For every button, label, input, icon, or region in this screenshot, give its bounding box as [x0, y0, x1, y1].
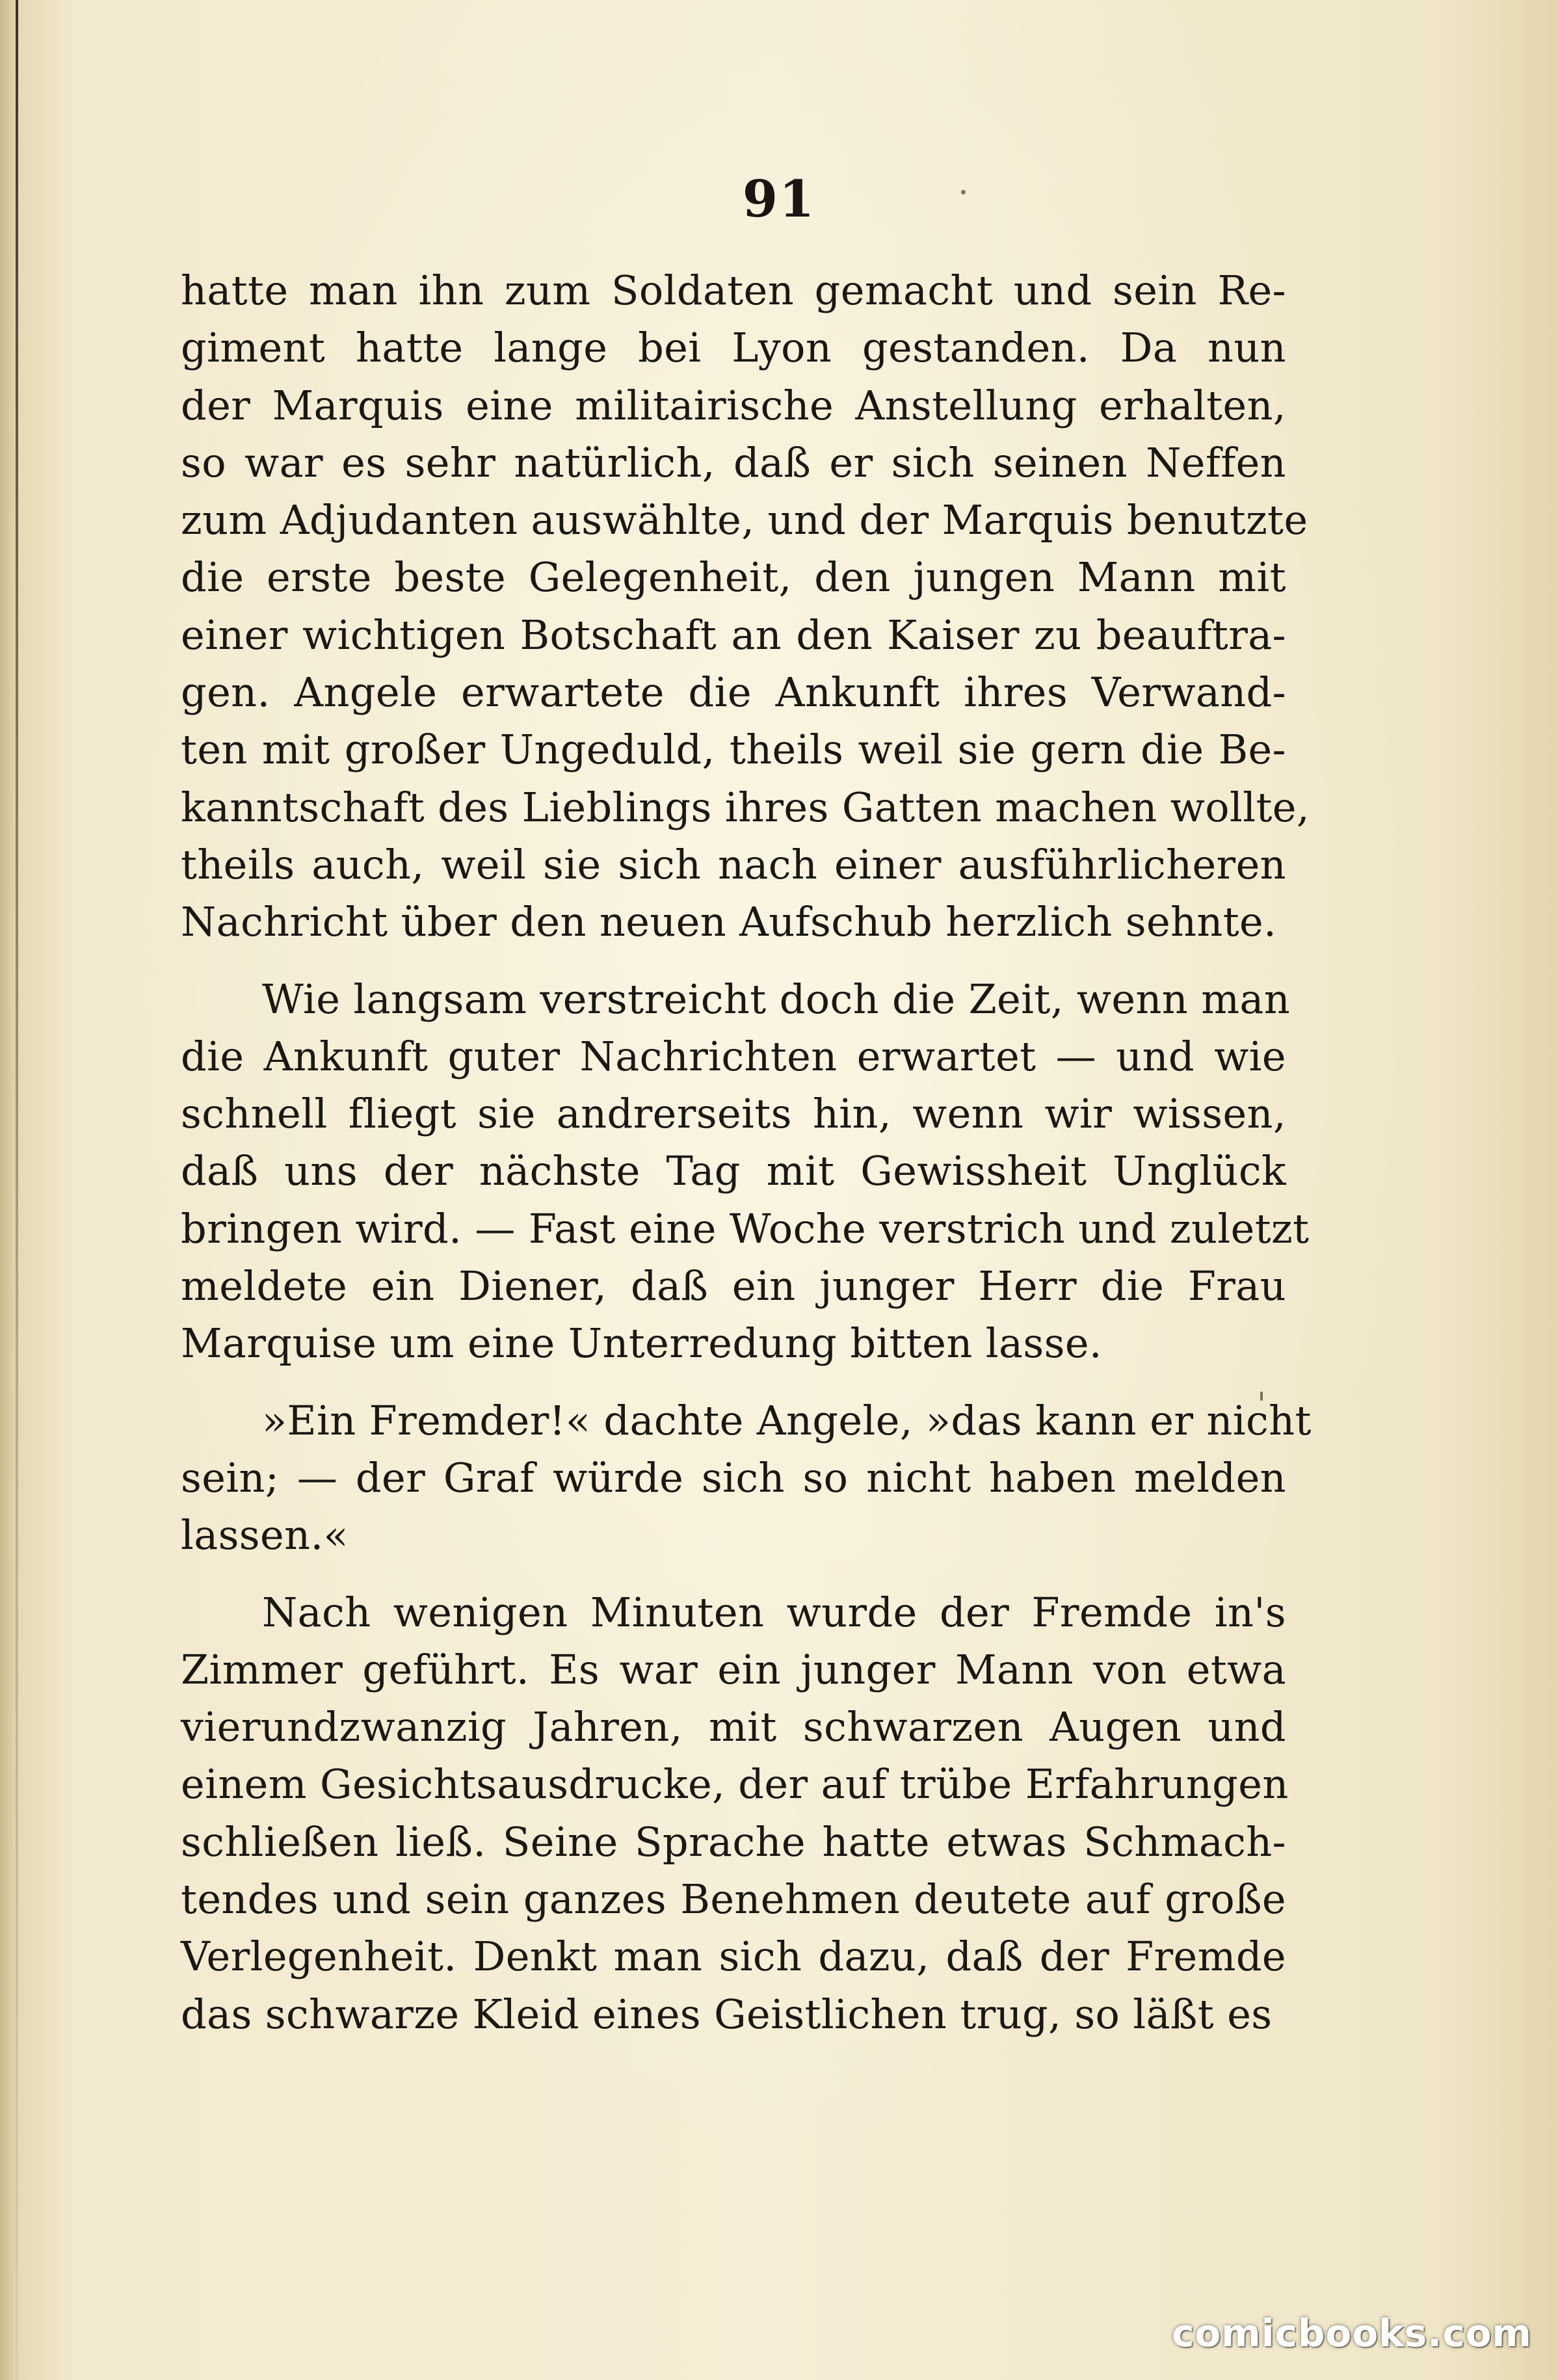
paragraph-gap [181, 1565, 1286, 1584]
text-line: Nachricht über den neuen Aufschub herzlich sehnte. [181, 898, 1277, 946]
text-line: kanntschaft des Lieblings ihres Gatten machen wollte, [181, 783, 1310, 831]
text-line: Marquise um eine Unterredung bitten lasse. [181, 1319, 1103, 1368]
text-line: schnell fliegt sie andrerseits hin, wenn wir wissen, [181, 1090, 1286, 1138]
text-line: hatte man ihn zum Soldaten gemacht und sein Re- [181, 267, 1286, 314]
paragraph-gap [181, 951, 1286, 971]
text-line: tendes und sein ganzes Benehmen deutete auf große [181, 1875, 1286, 1924]
text-line: der Marquis eine militairische Anstellung erhalten, [181, 381, 1286, 429]
paragraph [181, 1584, 1289, 2043]
text-line: ten mit großer Ungeduld, theils weil sie gern die Be- [181, 726, 1286, 774]
text-line: so war es sehr natürlich, daß er sich seinen Neffen [181, 438, 1286, 486]
text-line: Zimmer geführt. Es war ein junger Mann von etwa [181, 1645, 1286, 1693]
text-line: theils auch, weil sie sich nach einer ausführlicheren [181, 840, 1286, 888]
text-line: daß uns der nächste Tag mit Gewissheit Unglück [181, 1147, 1286, 1195]
text-line: zum Adjudanten auswählte, und der Marquis benutzte [181, 496, 1308, 544]
text-line: Wie langsam verstreicht doch die Zeit, wenn man [262, 975, 1291, 1023]
body-text [181, 262, 1312, 2043]
text-line: schließen ließ. Seine Sprache hatte etwas Schmach- [181, 1818, 1286, 1866]
text-line: gen. Angele erwartete die Ankunft ihres Verwand- [181, 668, 1286, 717]
text-line: bringen wird. — Fast eine Woche verstrich und zuletzt [181, 1204, 1310, 1252]
paragraph [181, 1392, 1312, 1565]
text-line: sein; — der Graf würde sich so nicht haben melden [181, 1453, 1286, 1501]
text-line: einem Gesichtsausdrucke, der auf trübe Erfahrungen [181, 1760, 1289, 1808]
text-line: Verlegenheit. Denkt man sich dazu, daß der Fremde [181, 1933, 1286, 1981]
paragraph [181, 262, 1310, 951]
text-line: Nach wenigen Minuten wurde der Fremde in's [262, 1588, 1286, 1636]
text-line: das schwarze Kleid eines Geistlichen trug, so läßt es [181, 1990, 1273, 2038]
page-number: 91 [742, 170, 816, 229]
paragraph [181, 971, 1310, 1373]
paragraph-gap [181, 1373, 1286, 1392]
text-line: vierundzwanzig Jahren, mit schwarzen Augen und [181, 1703, 1286, 1751]
text-line: giment hatte lange bei Lyon gestanden. Da nun [181, 324, 1286, 372]
text-line: »Ein Fremder!« dachte Angele, »das kann er nicht [262, 1396, 1312, 1444]
text-line: die erste beste Gelegenheit, den jungen Mann mit [181, 553, 1286, 602]
text-line: lassen.« [181, 1511, 349, 1559]
text-line: meldete ein Diener, daß ein junger Herr die Frau [181, 1262, 1286, 1310]
page-edge-line [16, 0, 18, 2380]
text-line: einer wichtigen Botschaft an den Kaiser zu beauftra- [181, 611, 1286, 659]
text-line: die Ankunft guter Nachrichten erwartet — und wie [181, 1032, 1286, 1080]
watermark: comicbooks.com [1172, 2311, 1532, 2355]
